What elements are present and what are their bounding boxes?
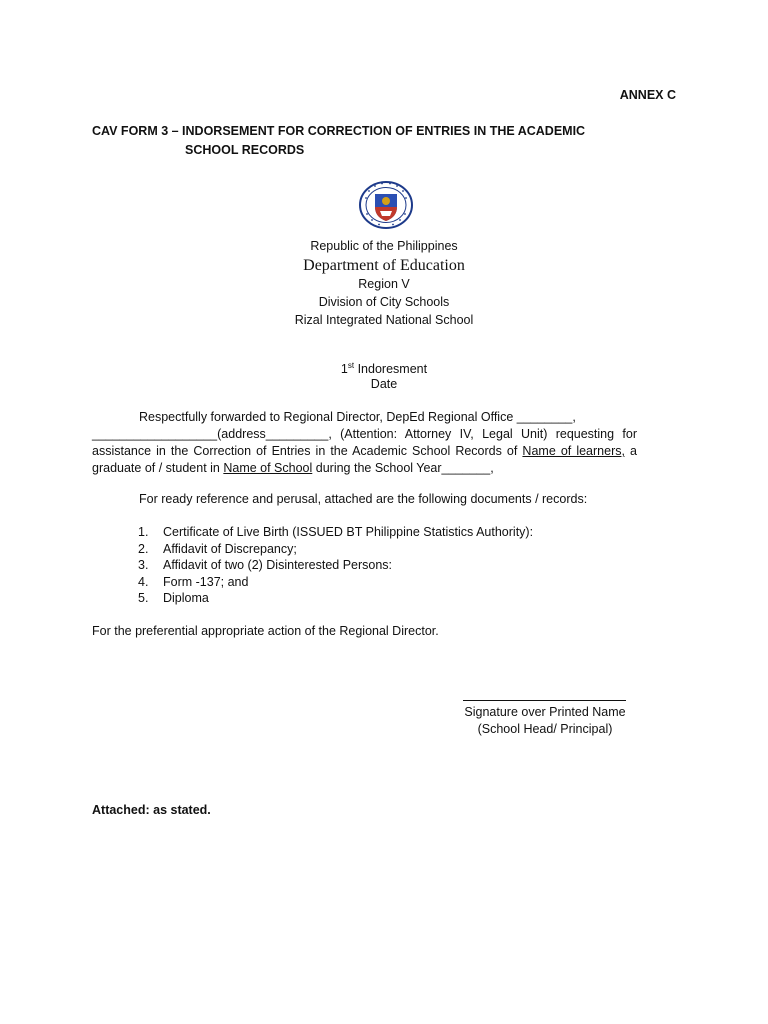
- list-item: 1. Certificate of Live Birth (ISSUED BT Philippine Statistics Authority):: [138, 525, 534, 539]
- attached-note: Attached: as stated.: [92, 803, 211, 817]
- paragraph-forwarding-text3: during the School Year_______,: [312, 461, 494, 475]
- paragraph-forwarding-line1: Respectfully forwarded to Regional Director, DepEd Regional Office ________,: [139, 410, 576, 424]
- signature-caption: Signature over Printed Name: [464, 705, 626, 719]
- form-title: [92, 122, 652, 160]
- list-item: 5. Diploma: [138, 591, 209, 605]
- school-line: Rizal Integrated National School: [294, 313, 474, 327]
- school-name-field: Name of School: [223, 461, 313, 475]
- date-line: Date: [370, 377, 398, 391]
- paragraph-forwarding: [92, 409, 637, 477]
- learners-name-field: Name of learners,: [522, 444, 625, 458]
- signature-role: (School Head/ Principal): [477, 722, 613, 736]
- paragraph-forwarding-text2: a graduate of / student in: [92, 444, 637, 475]
- paragraph-forwarding-text: __________________(address_________, (Attention: Attorney IV, Legal Unit) requesting for assistance in the Correction of Entries in the Academic School Records of: [92, 427, 637, 458]
- indorsement-label: Indoresment: [354, 362, 428, 377]
- list-item: 3. Affidavit of two (2) Disinterested Persons:: [138, 558, 393, 572]
- form-title-line1: CAV FORM 3 – INDORSEMENT FOR CORRECTION OF ENTRIES IN THE ACADEMIC: [92, 124, 586, 138]
- paragraph-action: For the preferential appropriate action of the Regional Director.: [92, 624, 439, 638]
- indorsement-heading: [0, 361, 768, 376]
- republic-line: Republic of the Philippines: [310, 239, 458, 253]
- signature-block: [440, 704, 650, 738]
- division-line: Division of City Schools: [318, 295, 450, 309]
- region-line: Region V: [358, 277, 410, 291]
- list-item: 4. Form -137; and: [138, 574, 249, 589]
- department-name: Department of Education: [303, 257, 465, 274]
- annex-label: ANNEX C: [619, 88, 676, 102]
- list-item: 2. Affidavit of Discrepancy;: [138, 541, 297, 556]
- form-title-line2: SCHOOL RECORDS: [185, 143, 305, 157]
- indorsement-suffix: st: [347, 361, 355, 370]
- paragraph-reference: For ready reference and perusal, attached are the following documents / records:: [139, 492, 588, 506]
- indorsement-number: 1: [340, 362, 348, 377]
- documents-list: [138, 524, 533, 607]
- signature-line: [463, 686, 626, 701]
- deped-seal-icon: [358, 180, 414, 230]
